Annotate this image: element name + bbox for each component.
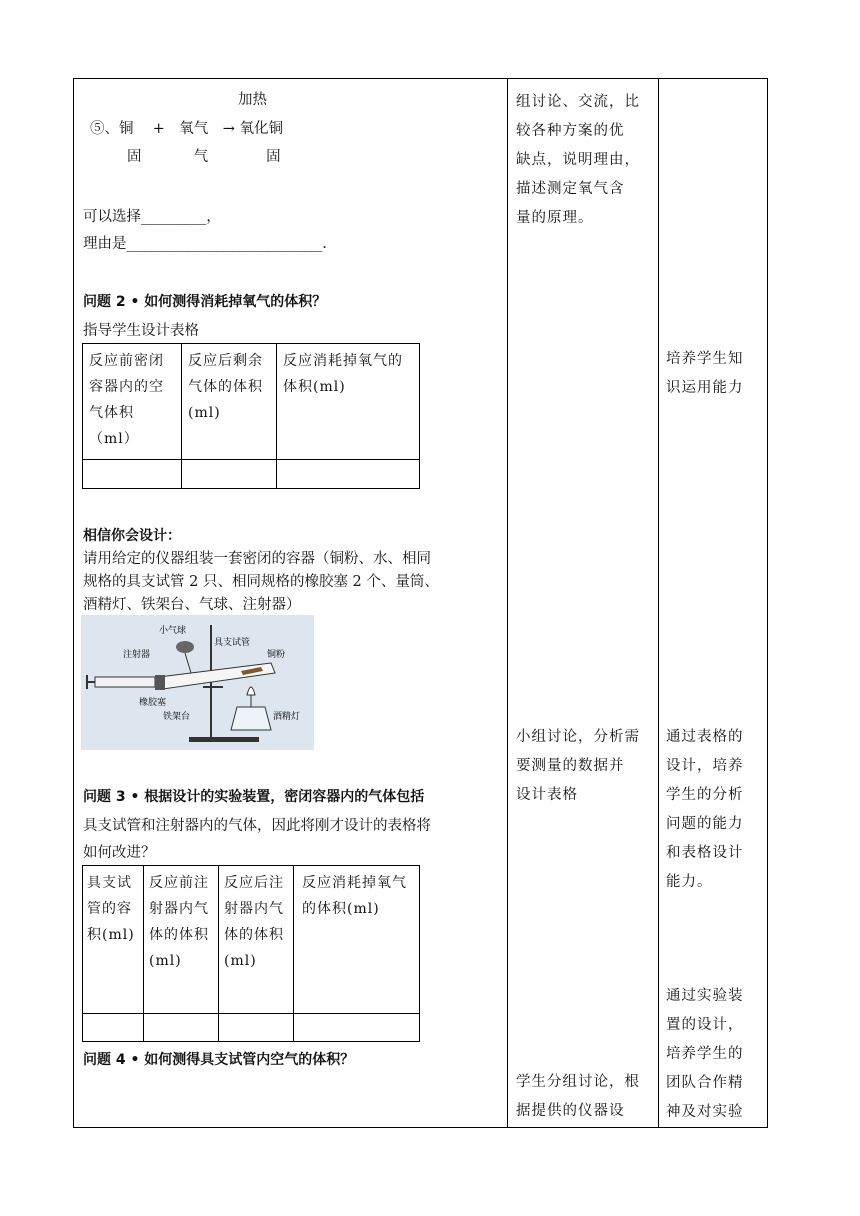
design-title: 相信你会设计： <box>83 528 181 544</box>
label-tube: 具支试管 <box>214 638 251 648</box>
table-left-border <box>73 78 74 1128</box>
label-balloon: 小气球 <box>159 626 187 636</box>
question-2-guide: 指导学生设计表格 <box>83 323 199 339</box>
apparatus-drawing <box>81 615 314 750</box>
q2-table <box>82 343 420 489</box>
activity-2-line-2: 要测量的数据并 <box>516 758 625 774</box>
balloon <box>176 641 194 653</box>
intent-3-line-1: 通过实验装 <box>666 988 744 1004</box>
apparatus-figure <box>81 615 314 750</box>
student-activity-3 <box>516 1068 640 1126</box>
table-right-border <box>767 78 768 1128</box>
intent-2-line-5: 和表格设计 <box>666 845 744 861</box>
intent-2-line-6: 能力。 <box>666 874 713 890</box>
activity-2-line-3: 设计表格 <box>516 787 578 803</box>
q3-cell-1 <box>83 1014 144 1042</box>
label-copper: 铜粉 <box>267 650 286 660</box>
lamp-flame <box>247 687 255 695</box>
intent-3-line-2: 置的设计， <box>666 1017 744 1033</box>
label-syringe: 注射器 <box>123 650 151 660</box>
intent-2-line-4: 问题的能力 <box>666 816 744 832</box>
q3-header-2: 反应前注射器内气体的体积(ml) <box>144 866 219 1014</box>
label-stopper: 橡胶塞 <box>139 698 167 708</box>
student-activity-2 <box>516 723 640 810</box>
label-stand: 铁架台 <box>163 712 191 722</box>
table-bottom-border <box>73 1127 768 1128</box>
intent-3-line-3: 培养学生的 <box>666 1046 744 1062</box>
question-3-line-3: 如何改进？ <box>83 845 156 861</box>
intent-3-line-5: 神及对实验 <box>666 1104 744 1120</box>
q3-cell-2 <box>144 1014 219 1042</box>
q3-table <box>82 865 420 1042</box>
student-activity-1 <box>516 88 640 233</box>
question-4-title: 问题 4 • 如何测得具支试管内空气的体积？ <box>83 1052 355 1068</box>
choose-line: 可以选择_________， <box>83 209 221 225</box>
design-text-1: 请用给定的仪器组装一套密闭的容器（铜粉、水、相同 <box>83 551 431 567</box>
design-text-2: 规格的具支试管 2 只、相同规格的橡胶塞 2 个、量筒、 <box>83 574 439 590</box>
intent-2-line-1: 通过表格的 <box>666 729 744 745</box>
q3-cell-4 <box>294 1014 420 1042</box>
design-intent-2 <box>666 723 744 897</box>
reaction-condition: 加热 <box>238 92 267 108</box>
q3-header-3: 反应后注射器内气体的体积(ml) <box>219 866 294 1014</box>
test-tube <box>159 663 275 689</box>
q3-cell-3 <box>219 1014 294 1042</box>
balloon-tube <box>185 653 191 673</box>
question-2-title: 问题 2 • 如何测得消耗掉氧气的体积？ <box>83 294 327 310</box>
design-intent-1 <box>666 345 744 403</box>
alcohol-lamp <box>231 707 271 730</box>
question-3-line-1: 问题 3 • 根据设计的实验装置，密闭容器内的气体包括 <box>83 789 425 805</box>
activity-1-line-2: 较各种方案的优 <box>516 123 625 139</box>
table-col-divider-1 <box>507 78 508 1128</box>
q2-header-2: 反应后剩余气体的体积(ml) <box>182 344 277 460</box>
table-top-border <box>73 78 768 79</box>
reason-line: 理由是___________________________. <box>83 236 327 252</box>
activity-1-line-1: 组讨论、交流，比 <box>516 94 640 110</box>
activity-1-line-4: 描述测定氧气含 <box>516 181 625 197</box>
q2-cell-1 <box>83 460 182 489</box>
design-text-3: 酒精灯、铁架台、气球、注射器） <box>83 597 301 613</box>
activity-2-line-1: 小组讨论，分析需 <box>516 729 640 745</box>
intent-3-line-4: 团队合作精 <box>666 1075 744 1091</box>
intent-1-line-1: 培养学生知 <box>666 351 744 367</box>
stand-base <box>189 737 259 742</box>
reaction-states: 固 气 固 <box>127 149 281 165</box>
reaction-equation: ⑤、铜 + 氧气 → 氧化铜 <box>90 121 284 137</box>
intent-2-line-3: 学生的分析 <box>666 787 744 803</box>
question-3-line-2: 具支试管和注射器内的气体，因此将刚才设计的表格将 <box>83 818 431 834</box>
activity-3-line-2: 据提供的仪器设 <box>516 1103 625 1119</box>
intent-2-line-2: 设计，培养 <box>666 758 744 774</box>
q2-cell-3 <box>277 460 420 489</box>
rubber-stopper <box>155 675 165 690</box>
q3-header-1: 具支试管的容积(ml) <box>83 866 144 1014</box>
syringe-body <box>95 677 155 687</box>
q2-header-3: 反应消耗掉氧气的体积(ml) <box>277 344 420 460</box>
activity-3-line-1: 学生分组讨论，根 <box>516 1074 640 1090</box>
q3-header-4: 反应消耗掉氧气的体积(ml) <box>294 866 420 1014</box>
design-intent-3 <box>666 982 744 1127</box>
activity-1-line-5: 量的原理。 <box>516 210 594 226</box>
q2-cell-2 <box>182 460 277 489</box>
activity-1-line-3: 缺点，说明理由， <box>516 152 640 168</box>
table-col-divider-2 <box>658 78 659 1128</box>
intent-1-line-2: 识运用能力 <box>666 380 744 396</box>
label-lamp: 酒精灯 <box>273 712 301 722</box>
q2-header-1: 反应前密闭容器内的空气体积（ml） <box>83 344 182 460</box>
